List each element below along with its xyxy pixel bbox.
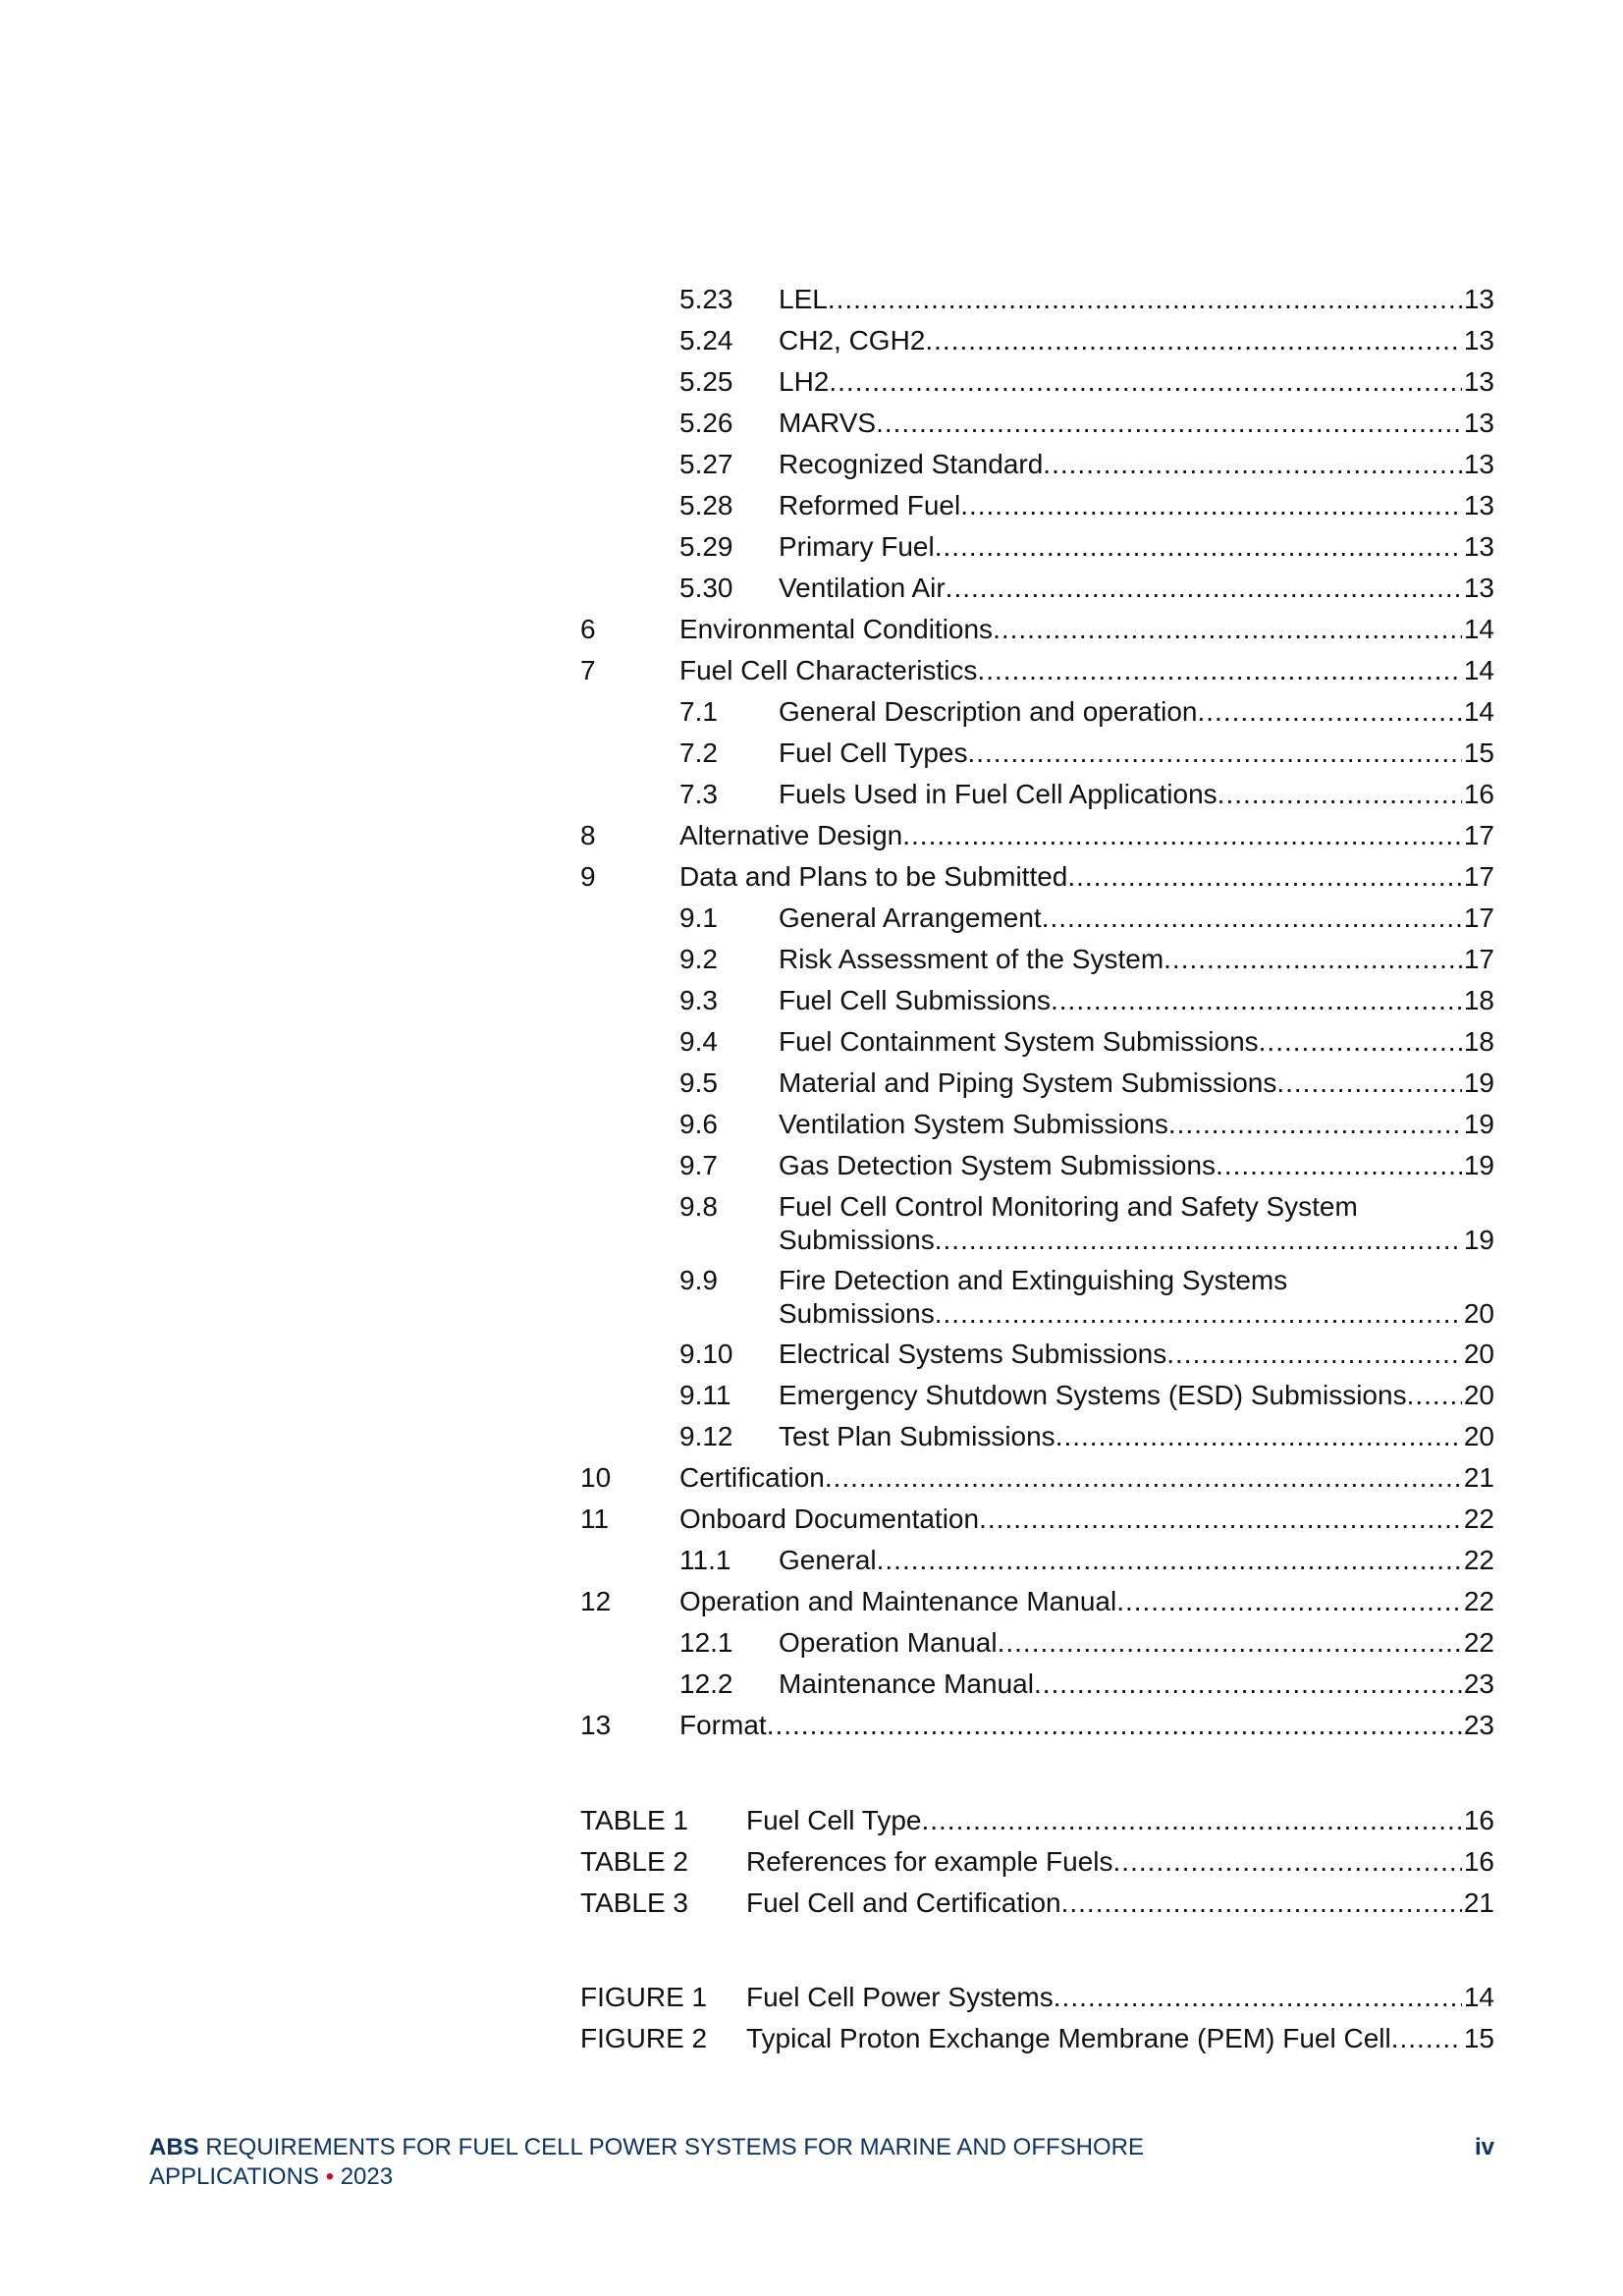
dot-leader — [1163, 943, 1462, 976]
entry-title: Ventilation Air — [779, 573, 946, 603]
entry-title: Emergency Shutdown Systems (ESD) Submissions — [779, 1380, 1407, 1410]
entry-page-number: 18 — [1463, 1026, 1494, 1057]
entry-page-number: 17 — [1463, 861, 1494, 892]
table-list-entry[interactable] — [0, 1804, 1494, 1837]
entry-title-with-leader — [746, 1886, 1494, 1920]
dot-leader — [977, 654, 1461, 687]
entry-title-with-leader — [779, 778, 1494, 811]
entry-page-number: 23 — [1463, 1668, 1494, 1699]
entry-title-with-leader — [679, 1585, 1494, 1618]
entry-number: TABLE 2 — [580, 1846, 688, 1877]
footer-title-line1 — [149, 2133, 1494, 2162]
dot-leader — [935, 530, 1462, 564]
entry-title-with-leader — [779, 448, 1494, 481]
entry-number: 10 — [580, 1462, 612, 1493]
entry-title: Test Plan Submissions — [779, 1421, 1055, 1451]
toc-entry[interactable] — [0, 902, 1494, 935]
toc-entry[interactable] — [0, 407, 1494, 440]
entry-title: Submissions — [779, 1225, 935, 1255]
entry-title: Format — [679, 1710, 767, 1740]
entry-page-number: 22 — [1463, 1545, 1494, 1575]
entry-title-with-leader — [679, 860, 1494, 894]
entry-number: 12.1 — [679, 1627, 733, 1658]
dot-leader — [1113, 1845, 1462, 1879]
entry-page-number: 21 — [1463, 1462, 1494, 1493]
entry-page-number: 19 — [1463, 1225, 1494, 1255]
entry-title: Reformed Fuel — [779, 490, 961, 520]
entry-number: 9.1 — [679, 902, 718, 933]
entry-number: 8 — [580, 820, 596, 850]
entry-number: FIGURE 2 — [580, 2023, 708, 2053]
dot-leader — [993, 613, 1462, 646]
dot-leader — [1216, 1149, 1462, 1182]
entry-number: 5.25 — [679, 366, 733, 397]
entry-title-with-leader — [779, 1379, 1494, 1412]
entry-title-with-leader — [779, 324, 1494, 357]
dot-leader — [1166, 1338, 1462, 1371]
entry-number: TABLE 1 — [580, 1805, 688, 1835]
entry-title-with-leader — [679, 1503, 1494, 1536]
toc-entry[interactable] — [0, 448, 1494, 481]
toc-entry[interactable] — [0, 984, 1494, 1017]
entry-title: General Description and operation — [779, 696, 1198, 727]
entry-title-with-leader — [779, 530, 1494, 564]
entry-title-with-leader — [779, 1626, 1494, 1660]
entry-number: 9.11 — [679, 1380, 731, 1410]
entry-page-number: 19 — [1463, 1109, 1494, 1139]
dot-leader — [1217, 778, 1462, 811]
entry-number: 7.1 — [679, 696, 718, 727]
entry-title: Fuel Cell Power Systems — [746, 1982, 1054, 2012]
dot-leader — [1051, 984, 1462, 1017]
entry-title-with-leader — [746, 1981, 1494, 2014]
dot-leader — [1043, 448, 1462, 481]
toc-entry[interactable] — [0, 1379, 1494, 1412]
entry-title-with-leader — [779, 1544, 1494, 1577]
entry-title-with-leader — [779, 1066, 1494, 1100]
entry-title-with-leader — [779, 1420, 1494, 1453]
entry-title-with-leader — [779, 1224, 1494, 1257]
entry-page-number: 22 — [1463, 1503, 1494, 1534]
toc-entry[interactable] — [0, 1190, 1494, 1257]
entry-title-with-leader — [746, 1804, 1494, 1837]
dot-leader — [1061, 1886, 1462, 1920]
entry-title-with-leader — [779, 365, 1494, 399]
toc-entry[interactable] — [0, 613, 1494, 646]
entry-page-number: 16 — [1463, 779, 1494, 809]
entry-title-with-leader — [679, 819, 1494, 852]
footer-separator: • — [318, 2163, 341, 2190]
entry-number: 11 — [580, 1503, 610, 1534]
entry-title: Certification — [679, 1462, 825, 1493]
dot-leader — [960, 489, 1462, 522]
entry-title-with-leader — [779, 1025, 1494, 1059]
figure-list-entry[interactable] — [0, 2022, 1494, 2055]
entry-page-number: 13 — [1463, 490, 1494, 520]
entry-page-number: 16 — [1463, 1846, 1494, 1877]
toc-entry[interactable] — [0, 1420, 1494, 1453]
toc-entry[interactable] — [0, 1709, 1494, 1742]
entry-title-with-leader — [779, 737, 1494, 770]
entry-title: Data and Plans to be Submitted — [679, 861, 1068, 892]
dot-leader — [946, 572, 1462, 605]
entry-title: Primary Fuel — [779, 531, 935, 562]
toc-entry[interactable] — [0, 819, 1494, 852]
entry-title: Submissions — [779, 1298, 935, 1329]
page-number: iv — [1474, 2134, 1494, 2160]
entry-title: Typical Proton Exchange Membrane (PEM) Fuel Cell — [746, 2023, 1391, 2053]
dot-leader — [1391, 2022, 1462, 2055]
entry-page-number: 13 — [1463, 408, 1494, 438]
entry-number: 9.8 — [679, 1191, 718, 1222]
dot-leader — [825, 1461, 1462, 1495]
entry-title-with-leader — [679, 654, 1494, 687]
entry-page-number: 22 — [1463, 1627, 1494, 1658]
entry-title: Fuel Cell Type — [746, 1805, 922, 1835]
entry-number: FIGURE 1 — [580, 1982, 708, 2012]
entry-title: Gas Detection System Submissions — [779, 1150, 1217, 1180]
entry-title-with-leader — [779, 902, 1494, 935]
toc-entry[interactable] — [0, 1461, 1494, 1495]
entry-page-number: 14 — [1463, 1982, 1494, 2012]
toc-entry[interactable] — [0, 1025, 1494, 1059]
entry-title: General — [779, 1545, 877, 1575]
dot-leader — [925, 324, 1461, 357]
entry-number: 9.6 — [679, 1109, 718, 1139]
entry-title: Operation Manual — [779, 1627, 998, 1658]
toc-entry[interactable] — [0, 1544, 1494, 1577]
entry-page-number: 13 — [1463, 325, 1494, 355]
table-list-entry[interactable] — [0, 1845, 1494, 1879]
entry-title-with-leader — [779, 1297, 1494, 1331]
entry-title: Material and Piping System Submissions — [779, 1067, 1277, 1098]
toc-entry[interactable] — [0, 695, 1494, 729]
toc-entry[interactable] — [0, 1066, 1494, 1100]
toc-entry[interactable] — [0, 654, 1494, 687]
entry-page-number: 13 — [1463, 573, 1494, 603]
entry-page-number: 17 — [1463, 902, 1494, 933]
entry-number: 5.28 — [679, 490, 733, 520]
entry-number: 7.3 — [679, 779, 718, 809]
entry-title-with-leader — [779, 572, 1494, 605]
entry-page-number: 14 — [1463, 696, 1494, 727]
entry-number: 5.23 — [679, 284, 733, 314]
dot-leader — [935, 1297, 1462, 1331]
entry-page-number: 18 — [1463, 985, 1494, 1015]
entry-page-number: 14 — [1463, 655, 1494, 685]
entry-title: Operation and Maintenance Manual — [679, 1586, 1117, 1616]
dot-leader — [998, 1626, 1462, 1660]
dot-leader — [767, 1709, 1462, 1742]
dot-leader — [979, 1503, 1462, 1536]
entry-title-with-leader — [779, 407, 1494, 440]
figure-list-entry[interactable] — [0, 1981, 1494, 2014]
entry-page-number: 20 — [1463, 1380, 1494, 1410]
toc-entry[interactable] — [0, 1149, 1494, 1182]
dot-leader — [1055, 1420, 1462, 1453]
toc-entry[interactable] — [0, 1626, 1494, 1660]
entry-number: 6 — [580, 614, 596, 644]
dot-leader — [1054, 1981, 1462, 2014]
entry-page-number: 17 — [1463, 944, 1494, 974]
entry-title: Electrical Systems Submissions — [779, 1339, 1167, 1369]
entry-page-number: 19 — [1463, 1150, 1494, 1180]
toc-entry[interactable] — [0, 1585, 1494, 1618]
table-list-entry[interactable] — [0, 1886, 1494, 1920]
footer-brand: ABS — [149, 2134, 199, 2160]
entry-title: MARVS — [779, 408, 877, 438]
entry-number: 7 — [580, 655, 596, 685]
entry-title-with-leader — [679, 1709, 1494, 1742]
toc-entry[interactable] — [0, 283, 1494, 316]
toc-entry[interactable] — [0, 365, 1494, 399]
entry-page-number: 16 — [1463, 1805, 1494, 1835]
entry-title: Fuel Cell Characteristics — [679, 655, 978, 685]
entry-title: General Arrangement — [779, 902, 1042, 933]
entry-page-number: 21 — [1463, 1887, 1494, 1918]
entry-number: 9.7 — [679, 1150, 718, 1180]
dot-leader — [1034, 1667, 1462, 1701]
entry-title: Environmental Conditions — [679, 614, 994, 644]
entry-number: 12 — [580, 1586, 612, 1616]
entry-page-number: 22 — [1463, 1586, 1494, 1616]
entry-page-number: 15 — [1463, 2023, 1494, 2053]
entry-number: 9 — [580, 861, 596, 892]
entry-title-with-leader — [779, 943, 1494, 976]
entry-number: TABLE 3 — [580, 1887, 688, 1918]
entry-title: References for example Fuels — [746, 1846, 1113, 1877]
toc-entry[interactable] — [0, 1108, 1494, 1141]
entry-title: Fuels Used in Fuel Cell Applications — [779, 779, 1217, 809]
entry-title: Alternative Design — [679, 820, 903, 850]
entry-page-number: 19 — [1463, 1067, 1494, 1098]
dot-leader — [1116, 1585, 1462, 1618]
toc-entry[interactable] — [0, 572, 1494, 605]
dot-leader — [1407, 1379, 1462, 1412]
dot-leader — [935, 1224, 1462, 1257]
toc-entry[interactable] — [0, 324, 1494, 357]
footer-year: 2023 — [340, 2163, 394, 2190]
page-footer — [149, 2133, 1494, 2192]
footer-title-line2 — [149, 2162, 1494, 2192]
entry-number: 11.1 — [679, 1545, 731, 1575]
entry-page-number: 20 — [1463, 1298, 1494, 1329]
dot-leader — [967, 737, 1461, 770]
entry-title-with-leader — [779, 984, 1494, 1017]
entry-number: 12.2 — [679, 1668, 733, 1699]
entry-title: Fuel Cell and Certification — [746, 1887, 1061, 1918]
entry-number: 9.3 — [679, 985, 718, 1015]
entry-title: Recognized Standard — [779, 449, 1044, 479]
dot-leader — [1259, 1025, 1462, 1059]
entry-number: 5.24 — [679, 325, 733, 355]
entry-page-number: 13 — [1463, 366, 1494, 397]
entry-number: 5.29 — [679, 531, 733, 562]
entry-page-number: 13 — [1463, 449, 1494, 479]
entry-title: Onboard Documentation — [679, 1503, 980, 1534]
entry-page-number: 13 — [1463, 284, 1494, 314]
dot-leader — [921, 1804, 1461, 1837]
entry-number: 7.2 — [679, 738, 718, 768]
entry-page-number: 17 — [1463, 820, 1494, 850]
entry-title-with-leader — [779, 489, 1494, 522]
entry-title-with-leader — [779, 1108, 1494, 1141]
entry-page-number: 20 — [1463, 1339, 1494, 1369]
entry-title: Risk Assessment of the System — [779, 944, 1164, 974]
footer-title-text: REQUIREMENTS FOR FUEL CELL POWER SYSTEMS FOR MARINE AND OFFSHORE — [198, 2134, 1145, 2160]
entry-title: CH2, CGH2 — [779, 325, 926, 355]
entry-number: 9.5 — [679, 1067, 718, 1098]
toc-entry[interactable] — [0, 1264, 1494, 1331]
toc-entry[interactable] — [0, 1503, 1494, 1536]
dot-leader — [877, 1544, 1462, 1577]
entry-number: 9.9 — [679, 1265, 718, 1295]
entry-number: 5.30 — [679, 573, 733, 603]
entry-title: LH2 — [779, 366, 830, 397]
toc-entry[interactable] — [0, 530, 1494, 564]
entry-number: 9.4 — [679, 1026, 718, 1057]
dot-leader — [1197, 695, 1461, 729]
dot-leader — [1276, 1066, 1462, 1100]
entry-title-with-leader — [779, 283, 1494, 316]
entry-title-with-leader — [679, 613, 1494, 646]
entry-number: 13 — [580, 1710, 612, 1740]
entry-title: LEL — [779, 284, 828, 314]
entry-title-line1: Fire Detection and Extinguishing Systems — [779, 1265, 1288, 1295]
entry-title-with-leader — [779, 695, 1494, 729]
entry-title-with-leader — [779, 1149, 1494, 1182]
entry-page-number: 13 — [1463, 531, 1494, 562]
toc-entry[interactable] — [0, 1338, 1494, 1371]
entry-title: Maintenance Manual — [779, 1668, 1034, 1699]
toc-entry[interactable] — [0, 489, 1494, 522]
entry-page-number: 15 — [1463, 738, 1494, 768]
entry-number: 9.10 — [679, 1339, 733, 1369]
entry-title: Fuel Containment System Submissions — [779, 1026, 1259, 1057]
dot-leader — [1067, 860, 1461, 894]
dot-leader — [828, 283, 1462, 316]
entry-number: 5.27 — [679, 449, 733, 479]
entry-title-with-leader — [779, 1338, 1494, 1371]
entry-title-with-leader — [679, 1461, 1494, 1495]
entry-title: Ventilation System Submissions — [779, 1109, 1168, 1139]
entry-title-line1: Fuel Cell Control Monitoring and Safety System — [779, 1191, 1358, 1222]
entry-title: Fuel Cell Submissions — [779, 985, 1051, 1015]
entry-page-number: 23 — [1463, 1710, 1494, 1740]
entry-title-with-leader — [746, 2022, 1494, 2055]
entry-title-with-leader — [746, 1845, 1494, 1879]
toc-entry[interactable] — [0, 860, 1494, 894]
entry-number: 9.2 — [679, 944, 718, 974]
entry-title-with-leader — [779, 1667, 1494, 1701]
toc-entry[interactable] — [0, 737, 1494, 770]
toc-entry[interactable] — [0, 943, 1494, 976]
toc-entry[interactable] — [0, 778, 1494, 811]
dot-leader — [876, 407, 1462, 440]
entry-number: 5.26 — [679, 408, 733, 438]
entry-title: Fuel Cell Types — [779, 738, 968, 768]
toc-entry[interactable] — [0, 1667, 1494, 1701]
dot-leader — [1042, 902, 1462, 935]
dot-leader — [1168, 1108, 1462, 1141]
entry-page-number: 20 — [1463, 1421, 1494, 1451]
dot-leader — [829, 365, 1461, 399]
footer-title-text-2: APPLICATIONS — [149, 2163, 319, 2190]
entry-number: 9.12 — [679, 1421, 733, 1451]
dot-leader — [902, 819, 1462, 852]
entry-page-number: 14 — [1463, 614, 1494, 644]
